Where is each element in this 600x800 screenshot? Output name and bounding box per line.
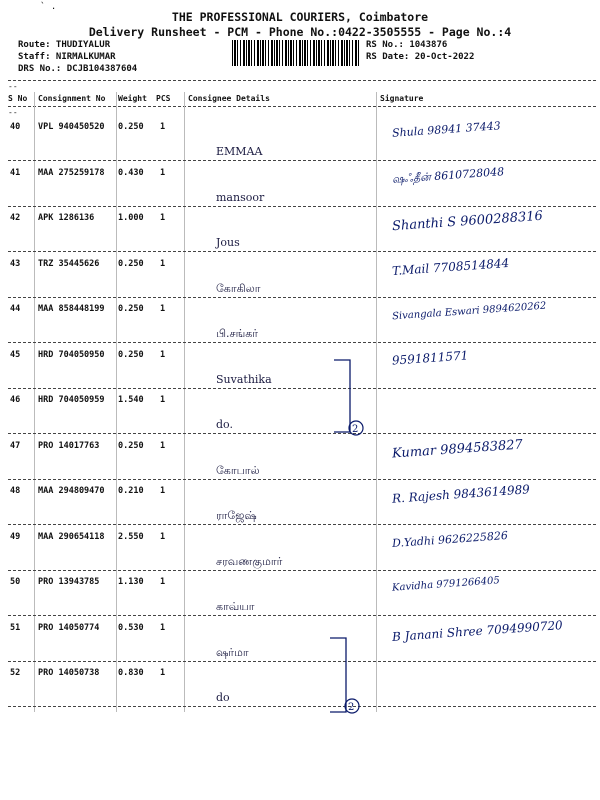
col-signature: Signature: [380, 94, 424, 103]
row-sno: 50: [10, 577, 21, 587]
row-pcs: 1: [160, 259, 166, 269]
rs-number: RS No.: 1043876: [366, 40, 448, 50]
row-consignee: EMMAA: [216, 145, 263, 158]
row-sno: 44: [10, 304, 21, 314]
row-divider: [8, 342, 596, 343]
row-consignment: HRD 704050950: [38, 350, 105, 360]
row-consignee: do.: [216, 418, 233, 431]
row-consignment: MAA 858448199: [38, 304, 105, 314]
row-weight: 1.130: [118, 577, 144, 587]
row-signature: Kumar 9894583827: [391, 437, 524, 462]
row-weight: 0.250: [118, 122, 144, 132]
row-consignee: ஷர்மா: [216, 646, 249, 659]
col-details: Consignee Details: [188, 94, 270, 103]
rs-date: RS Date: 20-Oct-2022: [366, 52, 475, 62]
col-sno: S No: [8, 94, 28, 103]
row-sno: 46: [10, 395, 21, 405]
column-guide: [116, 92, 117, 712]
staff-label: Staff: NIRMALKUMAR: [18, 52, 116, 62]
column-guide: [184, 92, 185, 712]
row-consignee: ராஜேஷ்: [216, 509, 257, 522]
route-label: Route: THUDIYALUR: [18, 40, 111, 50]
row-consignee: Suvathika: [216, 373, 272, 386]
col-consignment: Consignment No: [38, 94, 106, 103]
bracket-line: [330, 638, 346, 712]
row-sno: 51: [10, 623, 21, 633]
row-weight: 0.250: [118, 350, 144, 360]
row-pcs: 1: [160, 577, 166, 587]
row-consignment: PRO 14017763: [38, 441, 100, 451]
corner-mark: ` .: [40, 2, 57, 12]
row-weight: 0.830: [118, 668, 144, 678]
drs-number: DRS No.: DCJB104387604: [18, 64, 138, 74]
row-consignee: கோபால்: [216, 464, 260, 477]
row-pcs: 1: [160, 668, 166, 678]
row-divider: [8, 251, 596, 252]
row-pcs: 1: [160, 395, 166, 405]
row-divider: [8, 479, 596, 480]
runsheet-subtitle: Delivery Runsheet - PCM - Phone No.:0422-3505555 - Page No.:4: [88, 25, 512, 39]
row-signature: ஷஃதீன் 8610728048: [391, 165, 505, 186]
row-signature: 9591811571: [391, 348, 469, 368]
row-divider: [8, 433, 596, 434]
row-divider: [8, 206, 596, 207]
row-divider: [8, 615, 596, 616]
row-sno: 40: [10, 122, 21, 132]
row-consignment: TRZ 35445626: [38, 259, 100, 269]
row-consignee: Jous: [216, 236, 240, 249]
col-weight: Weight: [118, 94, 147, 103]
row-signature: B Janani Shree 7094990720: [391, 618, 564, 644]
row-sno: 45: [10, 350, 21, 360]
row-signature: Shanthi S 9600288316: [391, 208, 544, 235]
row-divider: [8, 297, 596, 298]
row-signature: Shula 98941 37443: [391, 119, 502, 140]
company-title: THE PROFESSIONAL COURIERS, Coimbatore: [171, 10, 429, 24]
row-consignment: HRD 704050959: [38, 395, 105, 405]
row-sno: 52: [10, 668, 21, 678]
column-guide: [34, 92, 35, 712]
row-consignment: PRO 14050774: [38, 623, 100, 633]
column-guide: [376, 92, 377, 712]
row-weight: 0.530: [118, 623, 144, 633]
row-pcs: 1: [160, 122, 166, 132]
col-pcs: PCS: [156, 94, 171, 103]
row-divider: [8, 388, 596, 389]
row-weight: 2.550: [118, 532, 144, 542]
row-consignment: MAA 290654118: [38, 532, 105, 542]
row-sno: 49: [10, 532, 21, 542]
row-divider: [8, 570, 596, 571]
row-weight: 0.250: [118, 304, 144, 314]
row-sno: 47: [10, 441, 21, 451]
row-consignee: do: [216, 691, 230, 704]
row-pcs: 1: [160, 213, 166, 223]
row-consignment: MAA 294809470: [38, 486, 105, 496]
divider-mark: --: [8, 108, 18, 117]
row-weight: 0.430: [118, 168, 144, 178]
row-pcs: 1: [160, 623, 166, 633]
row-weight: 1.000: [118, 213, 144, 223]
row-signature: R. Rajesh 9843614989: [391, 482, 531, 506]
bracket-count: 2: [352, 424, 359, 435]
row-consignee: காவ்யா: [216, 600, 255, 613]
row-pcs: 1: [160, 532, 166, 542]
row-divider: [8, 160, 596, 161]
row-weight: 0.250: [118, 441, 144, 451]
row-weight: 1.540: [118, 395, 144, 405]
row-signature: Sivangala Eswari 9894620262: [391, 300, 547, 323]
row-sno: 48: [10, 486, 21, 496]
row-consignment: MAA 275259178: [38, 168, 105, 178]
row-sno: 42: [10, 213, 21, 223]
row-consignment: PRO 14050738: [38, 668, 100, 678]
row-consignee: mansoor: [216, 191, 265, 204]
row-pcs: 1: [160, 441, 166, 451]
row-consignment: APK 1286136: [38, 213, 95, 223]
divider-mark: --: [8, 82, 18, 91]
divider: [8, 80, 596, 81]
row-consignee: கோகிலா: [216, 282, 261, 295]
row-weight: 0.250: [118, 259, 144, 269]
row-sno: 43: [10, 259, 21, 269]
row-consignee: பி.சங்கர்: [216, 327, 259, 340]
row-signature: T.Mail 7708514844: [391, 255, 510, 279]
row-pcs: 1: [160, 304, 166, 314]
row-consignment: VPL 940450520: [38, 122, 105, 132]
row-consignment: PRO 13943785: [38, 577, 100, 587]
row-divider: [8, 706, 596, 707]
divider: [8, 106, 596, 107]
row-signature: D.Yadhi 9626225826: [391, 528, 509, 551]
row-signature: Kavidha 9791266405: [391, 575, 501, 594]
barcode: [232, 40, 360, 66]
bracket-line: [334, 360, 350, 432]
row-divider: [8, 661, 596, 662]
row-pcs: 1: [160, 350, 166, 360]
row-pcs: 1: [160, 168, 166, 178]
row-sno: 41: [10, 168, 21, 178]
row-weight: 0.210: [118, 486, 144, 496]
row-consignee: சரவணகுமார்: [216, 555, 283, 568]
row-pcs: 1: [160, 486, 166, 496]
row-divider: [8, 524, 596, 525]
bracket-count: 2: [348, 702, 355, 713]
